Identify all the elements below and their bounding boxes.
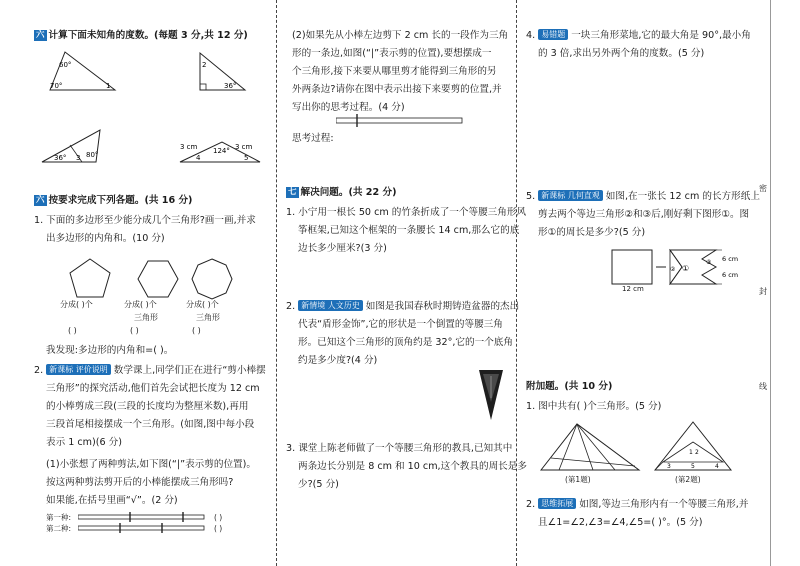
section-7-heading: 六 按要求完成下列各题。(共 16 分): [36, 195, 193, 206]
binding-line: [770, 0, 771, 566]
tri4-angle-4: 4: [196, 154, 201, 162]
tri2-angle: 36°: [224, 82, 237, 90]
tri3-angle-left: 36°: [54, 154, 67, 162]
triangle-figures: [30, 45, 270, 170]
svg-text:5: 5: [691, 463, 695, 470]
q2-line-1: 2. 新课标 评价说明 数学课上,同学们正在进行“剪小棒摆: [34, 365, 266, 376]
tri4-side-left: 3 cm: [180, 143, 198, 151]
solve-2-line-3: 形。已知这个三角形的顶角约是 32°,它的一个底角: [298, 337, 513, 348]
solve-2-tag: 新情境 人文历史: [298, 300, 363, 311]
tri3-angle-unknown: 3: [76, 154, 81, 162]
solve-3-line-1: 3. 课堂上陈老师做了一个等腰三角形的教具,已知其中: [286, 443, 513, 454]
svg-text:2: 2: [695, 449, 699, 456]
tri3-angle-right: 80°: [86, 151, 99, 159]
cut-method-1-label: 第一种:: [46, 513, 72, 522]
answer-paren-1: ( ): [68, 326, 77, 335]
answer-paren-3: ( ): [192, 326, 201, 335]
q1-line-1: 1. 下面的多边形至少能分成几个三角形?画一画,并求: [34, 215, 256, 226]
tri2-angle-unknown: 2: [202, 61, 207, 69]
pentagon-caption: 分成( )个: [60, 300, 93, 309]
tri1-angle-left: 70°: [50, 82, 63, 90]
solve-2-line-1: 2. 新情境 人文历史 如图是我国春秋时期铸造盆器的杰出: [286, 301, 520, 312]
q5-line-3: 形①的周长是多少?(5 分): [538, 227, 646, 238]
hexagon-caption: 分成( )个: [124, 300, 157, 309]
tri4-angle-5: 5: [244, 154, 249, 162]
solve-2-line-4: 约是多少度?(4 分): [298, 355, 378, 366]
figure-1-label: ①: [682, 264, 690, 273]
side-char-2: 封: [759, 287, 767, 296]
cut-method-2-paren: ( ): [214, 524, 223, 533]
q4-tag: 易错题: [538, 29, 568, 40]
q2-sub-2: 按这两种剪法剪开后的小棒能摆成三角形吗?: [46, 477, 234, 488]
q5-line-1: 5. 新课标 几何直观 如图,在一张长 12 cm 的长方形纸上: [526, 191, 760, 202]
figure-2-label: ②: [670, 266, 676, 273]
q2-line-3: 的小棒剪成三段(三段的长度均为整厘米数),再用: [46, 401, 249, 412]
mid-p5: 写出你的思考过程。(4 分): [292, 102, 405, 113]
figure-3-label: ③: [706, 259, 712, 266]
extra-q2-tag: 思维拓展: [538, 498, 576, 509]
q2-line-2: 三角形”的探究活动,他们首先会试把长度为 12 cm: [46, 383, 260, 394]
caption-triangle-1: 三角形: [134, 313, 158, 322]
tri4-angle-top: 124°: [213, 147, 230, 155]
extra-heading: 附加题。(共 10 分): [526, 381, 613, 392]
cut-method-2-label: 第二种:: [46, 524, 72, 533]
q1-line-2: 出多边形的内角和。(10 分): [46, 233, 165, 244]
mid-p1: (2)如果先从小棒左边剪下 2 cm 长的一段作为三角: [292, 30, 509, 41]
solve-2-line-2: 代表“盾形金饰”,它的形状是一个倒置的等腰三角: [298, 319, 503, 330]
mid-p2: 形的一条边,如图(“|”表示剪的位置),要想摆成一: [292, 48, 492, 59]
tri1-angle-unknown: 1: [106, 82, 111, 90]
shield-ornament-image: [478, 368, 504, 422]
column-divider-right: [516, 0, 517, 566]
tri4-side-right: 3 cm: [235, 143, 253, 151]
caption-triangle-2: 三角形: [196, 313, 220, 322]
extra-caption-1: (第1题): [565, 475, 591, 484]
octagon-caption: 分成( )个: [186, 300, 219, 309]
q5-tag: 新课标 几何直观: [538, 190, 603, 201]
q2-tag: 新课标 评价说明: [46, 364, 111, 375]
tri1-angle-top: 60°: [59, 61, 72, 69]
q2-sub-3: 如果能,在括号里画“√”。(2 分): [46, 495, 178, 506]
svg-text:1: 1: [689, 449, 693, 456]
q2-line-5: 表示 1 cm)(6 分): [46, 437, 122, 448]
cut-sticks: [78, 512, 208, 534]
side-6cm-bottom: 6 cm: [722, 271, 739, 279]
mid-p4: 外两条边?请你在图中表示出接下来要剪的位置,并: [292, 84, 502, 95]
q2-sub-1: (1)小张想了两种剪法,如下图(“|”表示剪的位置)。: [46, 459, 256, 470]
mid-p3: 个三角形,接下来要从哪里剪才能得到三角形的另: [292, 66, 497, 77]
answer-paren-2: ( ): [130, 326, 139, 335]
q2-line-4: 三段首尾相接摆成一个三角形。(如图,图中每小段: [46, 419, 255, 430]
length-12cm-label: 12 cm: [622, 285, 644, 293]
ruler-stick: [336, 114, 466, 128]
cut-method-1-paren: ( ): [214, 513, 223, 522]
solve-1-line-2: 筝框架,已知这个框架的一条腰长 14 cm,那么它的底: [298, 225, 520, 236]
extra-q1: 1. 图中共有( )个三角形。(5 分): [526, 401, 662, 412]
section-6-heading: 六 计算下面未知角的度数。(每题 3 分,共 12 分): [36, 30, 248, 41]
extra-q2-line-1: 2. 思维拓展 如图,等边三角形内有一个等腰三角形,并: [526, 499, 749, 510]
extra-q2-line-2: 且∠1=∠2,∠3=∠4,∠5=( )°。(5 分): [538, 517, 703, 528]
side-6cm-top: 6 cm: [722, 255, 739, 263]
extra-caption-2: (第2题): [675, 475, 701, 484]
side-char-1: 密: [759, 184, 767, 193]
q4-line-2: 的 3 倍,求出另外两个角的度数。(5 分): [538, 48, 705, 59]
solve-1-line-1: 1. 小宁用一根长 50 cm 的竹条折成了一个等腰三角形风: [286, 207, 527, 218]
column-divider-left: [276, 0, 277, 566]
side-char-3: 线: [759, 382, 767, 391]
q1-finding: 我发现:多边形的内角和=( )。: [46, 345, 174, 356]
solve-3-line-2: 两条边长分别是 8 cm 和 10 cm,这个教具的周长是多: [298, 461, 527, 472]
think-label: 思考过程:: [292, 133, 334, 144]
q5-line-2: 剪去两个等边三角形②和③后,刚好剩下图形①。图: [538, 209, 750, 220]
section-solve-heading: 七 解决问题。(共 22 分): [288, 187, 397, 198]
solve-3-line-3: 少?(5 分): [298, 479, 339, 490]
q4-line-1: 4. 易错题 一块三角形菜地,它的最大角是 90°,最小角: [526, 30, 751, 41]
svg-text:4: 4: [715, 463, 719, 470]
svg-text:3: 3: [667, 463, 671, 470]
solve-1-line-3: 边长多少厘米?(3 分): [298, 243, 387, 254]
